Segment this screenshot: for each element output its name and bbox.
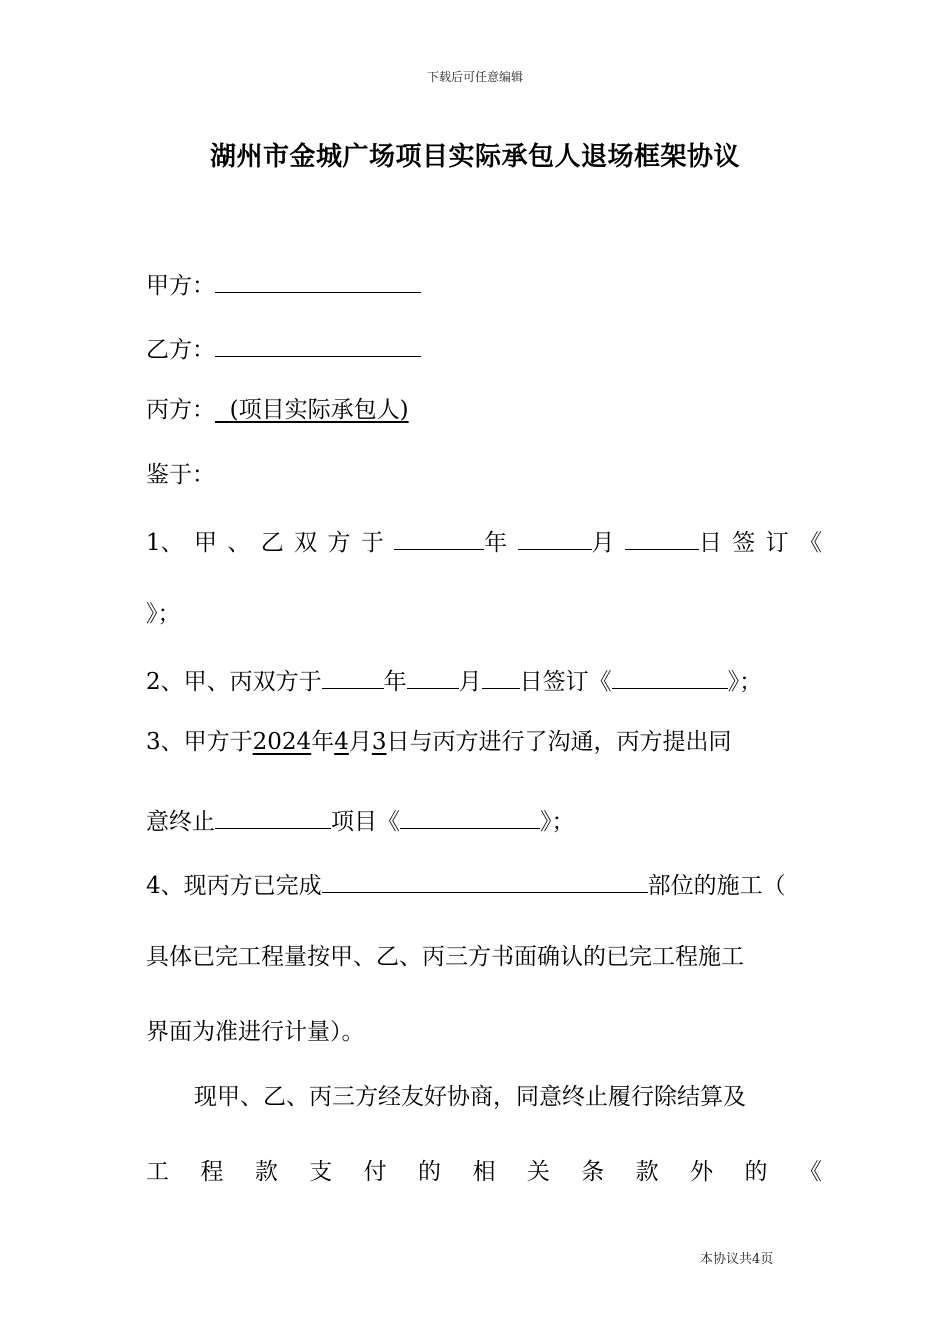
page-header: 下载后可任意编辑 <box>426 70 523 84</box>
party-b-label: 乙方： <box>146 337 215 363</box>
party-c-label: 丙方： <box>146 397 215 423</box>
item-2-contract-blank[interactable] <box>612 662 728 689</box>
party-b-blank[interactable] <box>215 330 421 357</box>
party-c-line <box>146 394 822 426</box>
item-4-line-2: 具体已完工程量按甲、乙、丙三方书面确认的已完工程施工 <box>146 944 744 970</box>
item-3-contract-blank[interactable] <box>400 802 540 829</box>
page-footer: 本协议共4页 <box>700 1252 774 1267</box>
item-1-year-blank[interactable] <box>394 523 484 550</box>
item-3-month-value: 4 <box>334 729 349 755</box>
party-a-line <box>146 266 822 302</box>
item-2-day-blank[interactable] <box>482 662 520 689</box>
item-3-year-value: 2024 <box>252 729 312 755</box>
item-3-continuation: 意终止 项目《 》； <box>146 802 822 838</box>
item-3-project-blank[interactable] <box>215 802 331 829</box>
item-4-line-3: 界面为准进行计量）。 <box>146 1019 365 1045</box>
party-b-line <box>146 330 822 366</box>
whereas-heading: 鉴于： <box>146 462 215 488</box>
item-2-year-blank[interactable] <box>322 662 384 689</box>
party-c-value: (项目实际承包人) <box>229 397 409 423</box>
party-a-blank[interactable] <box>215 266 421 293</box>
item-1-month-blank[interactable] <box>518 523 592 550</box>
document-title: 湖州市金城广场项目实际承包人退场框架协议 <box>209 142 740 172</box>
item-2-line: 2、甲、丙双方于 年 月 日签订《 》； <box>146 662 822 698</box>
party-a-label: 甲方： <box>146 273 215 299</box>
paragraph-line-1: 现甲、乙、丙三方经友好协商，同意终止履行除结算及 <box>194 1084 746 1110</box>
item-1-line: 1、 甲 、 乙 双 方 于 年 月 日 签 订 《 <box>146 523 822 559</box>
paragraph-line-2: 工 程 款 支 付 的 相 关 条 款 外 的 《 <box>146 1159 822 1185</box>
item-1-day-blank[interactable] <box>625 523 699 550</box>
item-3-line: 3、甲方于2024年4月3日与丙方进行了沟通，丙方提出同 <box>146 729 732 755</box>
item-3-day-value: 3 <box>371 729 387 755</box>
item-4-scope-blank[interactable] <box>322 866 648 893</box>
item-4-line: 4、现丙方已完成 部位的施工（ <box>146 866 822 902</box>
item-1-prefix: 1、 <box>146 530 184 556</box>
item-2-month-blank[interactable] <box>407 662 459 689</box>
item-1-continuation: 》； <box>146 601 181 627</box>
